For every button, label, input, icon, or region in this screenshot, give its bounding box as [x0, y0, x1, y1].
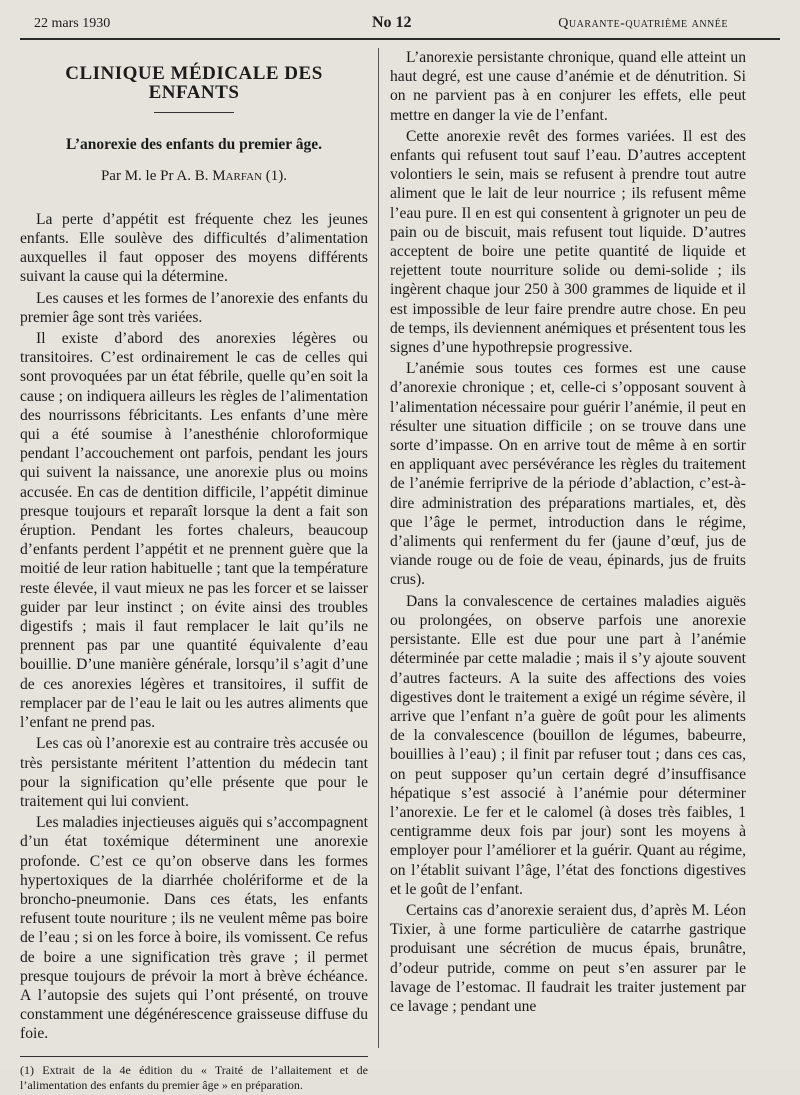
- section-title: CLINIQUE MÉDICALE DES ENFANTS: [65, 63, 323, 104]
- byline-suffix: (1).: [262, 167, 288, 184]
- footnote-rule: [20, 1056, 368, 1057]
- paragraph: L’anémie sous toutes ces formes est une cause d’anorexie chronique ; et, celle-ci s’opposant souvent à l’alimentation nécessaire pour guérir l’anémie, il peut en résulter une situation difficile ; on se trouve dans une sorte d’impasse. On en arrive tout de même à en sortir en appliquant avec persévérance les règles du traitement de l’anémie ferriprive de la période d’ablaction, c’est-à-dire administration des préparations martiales, et, dès que l’âge le permet, introduction dans le régime, d’aliments qui renferment du fer (jaune d’œuf, jus de viande rouge ou de foie de veau, épinards, jus de fruits crus).: [390, 360, 746, 589]
- paragraph: Cette anorexie revêt des formes variées. Il est des enfants qui refusent tout sauf l’eau. D’autres acceptent volontiers le sein, mais se refusent à prendre tout autre aliment que le lait de leur nourrice ; ils refusent même l’eau pure. Il en est qui consentent à grignoter un peu de pain ou de biscuit, mais refusent tout liquide. D’autres acceptent de boire une petite quantité de liquide et rejettent toute nourriture solide ou demi-solide ; ils ingèrent chaque jour 250 à 300 grammes de liquide et il est impossible de leur faire prendre autre chose. En peu de temps, ils deviennent anémiques et présentent tous les signes d’une hypothrepsie progressive.: [390, 127, 746, 357]
- issue-date: 22 mars 1930: [34, 16, 111, 31]
- paragraph: Dans la convalescence de certaines maladies aiguës ou prolongées, on observe parfois une anorexie persistante. Elle est due pour une part à l’anémie déterminée par cette maladie ; mais il s’y ajoute souvent d’autres facteurs. A la suite des affections des voies digestives dont le traitement a exigé un régime sévère, il arrive que l’enfant n’a guère de goût pour les aliments de la convalescence (bouillon de légumes, babeurre, bouillies à l’eau) ; il finit par refuser tout ; dans ces cas, on peut supposer qu’un certain degré d’insuffisance hépatique s’est associé à l’anémie pour déterminer l’anorexie. Le fer et le calomel (à doses très faibles, 1 centigramme deux fois par jour) sont les moyens à employer pour l’améliorer et la guérir. Quant au régime, on l’établit suivant l’âge, l’état des fonctions digestives et le goût de l’enfant.: [390, 592, 746, 898]
- left-column: [20, 48, 368, 1095]
- paragraph: Certains cas d’anorexie seraient dus, d’après M. Léon Tixier, à une forme particulière de catarrhe gastrique produisant une sécrétion de mucus épais, brunâtre, d’odeur putride, comme on peut s’en assurer par le lavage de l’estomac. Il faudrait les traiter justement par ce lavage ; pendant une: [390, 901, 746, 1015]
- article-title: L’anorexie des enfants du premier âge.: [65, 136, 323, 154]
- issue-number: No 12: [372, 14, 412, 31]
- paragraph: Les causes et les formes de l’anorexie des enfants du premier âge sont très variées.: [20, 289, 368, 326]
- footnote: (1) Extrait de la 4e édition du « Traité de l’allaitement et de l’alimentation des enfants du premier âge » en préparation.: [20, 1062, 368, 1092]
- paragraph: Les cas où l’anorexie est au contraire très accusée ou très persistante méritent l’attention du médecin tant pour la signification qu’elle présente que pour le traitement qui lui convient.: [20, 735, 368, 810]
- byline-prefix: Par M. le Pr A. B.: [100, 167, 213, 184]
- byline: [20, 167, 368, 186]
- paragraph: La perte d’appétit est fréquente chez les jeunes enfants. Elle soulève des difficultés d’alimentation auxquelles il faut opposer des moyens différents suivant la cause qui la détermine.: [20, 210, 368, 286]
- paragraph: Il existe d’abord des anorexies légères ou transitoires. C’est ordinairement le cas de celles qui sont provoquées par un état fébrile, quelle qu’en soit la cause ; on indiquera ailleurs les règles de l’alimentation des nourrissons fébricitants. Les enfants d’une mère qui a été soumise à l’anesthénie chloroformique pendant l’accouchement ont parfois, pendant les jours qui suivent la naissance, une anorexie plus ou moins accusée. En cas de dentition difficile, l’appétit diminue presque toujours et reparaît lorsque la dent a fait son éruption. Pendant les fortes chaleurs, beaucoup d’enfants perdent l’appétit et ne prennent guère que la moitié de leur ration habituelle ; tant que la température reste élevée, il vaut mieux ne pas les forcer et se laisser guider par leur instinct ; on évite ainsi des troubles digestifs ; mais il faut remplacer le lait qu’ils ne prennent pas par une quantité équivalente d’eau bouillie. D’une manière générale, lorsqu’il s’agit d’une de ces anorexies légères et transitoires, il suffit de remplacer par de l’eau le lait ou les autres aliments que l’enfant ne prend pas.: [20, 330, 368, 732]
- column-divider: [378, 48, 379, 1048]
- section-rule: [154, 112, 234, 113]
- right-column: [390, 48, 746, 1018]
- author-name: Marfan: [212, 167, 263, 184]
- publication-year: Quarante-quatrième année: [558, 16, 728, 31]
- header-rule: [20, 38, 780, 40]
- paragraph: Les maladies injectieuses aiguës qui s’accompagnent d’un état toxémique déterminent une anorexie profonde. C’est ce qu’on observe dans les formes hypertoxiques de la diarrhée cholériforme et de la broncho-pneumonie. Dans ces états, les enfants refusent toute nouriture ; ils ne veulent même pas boire de l’eau ; si on les force à boire, ils vomissent. Ce refus de boire a une signification très grave ; il permet presque toujours de prévoir la mort à brève échéance. A l’autopsie des sujets qui l’ont présenté, on trouve constamment une dégénérescence graisseuse diffuse du foie.: [20, 814, 368, 1043]
- paragraph: L’anorexie persistante chronique, quand elle atteint un haut degré, est une cause d’anémie et de dénutrition. Si on ne parvient pas à en conjurer les effets, elle peut mettre en danger la vie de l’enfant.: [390, 49, 746, 124]
- page-header: [20, 12, 780, 38]
